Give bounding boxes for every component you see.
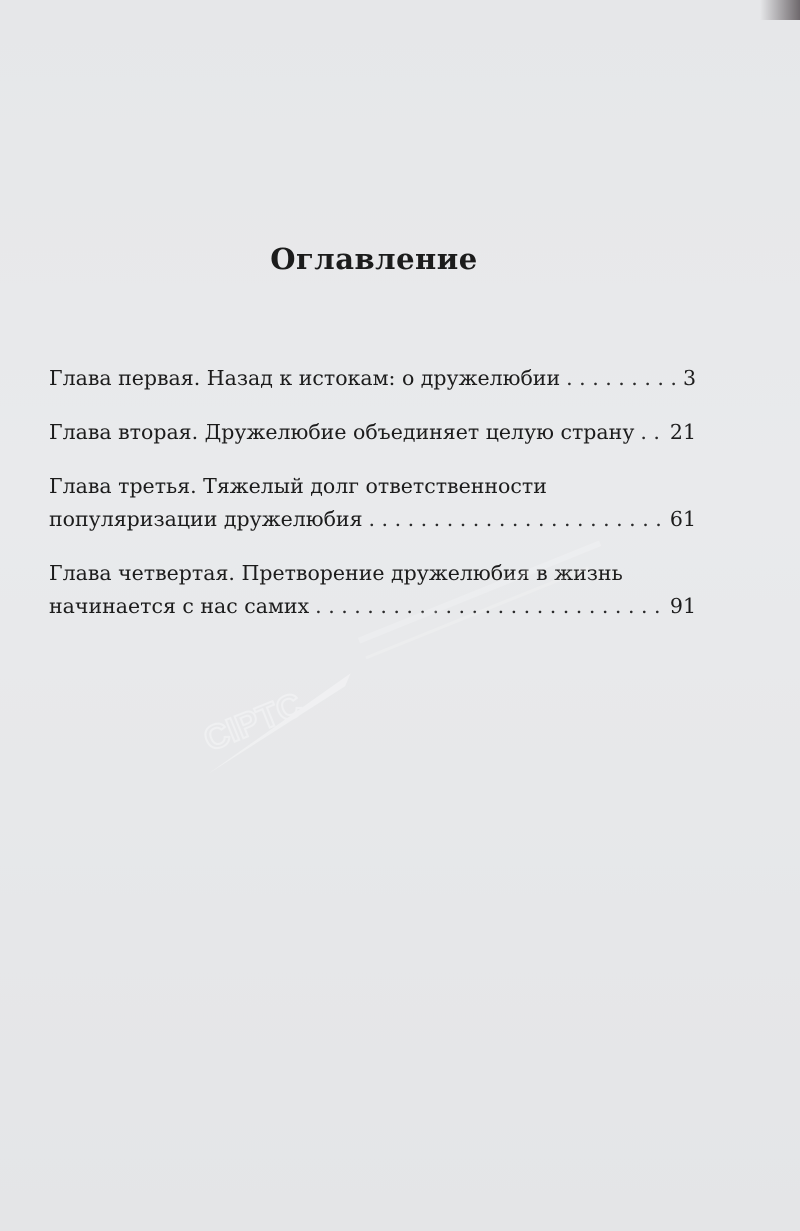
toc-entry-text: Глава вторая. Дружелюбие объединяет целую страну	[49, 420, 635, 444]
watermark-logo-text: CIPTC	[198, 685, 308, 760]
toc-entry-1[interactable]	[49, 362, 696, 395]
toc-page-number: 21	[669, 420, 696, 444]
toc-page-number: 91	[669, 594, 696, 618]
toc-title: Оглавление	[270, 242, 478, 276]
toc-entry-text: Глава первая. Назад к истокам: о дружелюбии	[49, 366, 561, 390]
page-corner-shadow	[760, 0, 800, 20]
toc-entry-2[interactable]	[49, 416, 696, 449]
toc-entry-text-continued: популяризации дружелюбия	[49, 507, 363, 531]
toc-entry-text: Глава третья. Тяжелый долг ответственности	[49, 474, 547, 498]
toc-entry-last-line	[49, 416, 696, 449]
toc-page-number: 3	[682, 366, 696, 390]
dot-leader	[640, 416, 664, 449]
dot-leader	[566, 362, 677, 395]
toc-page-number: 61	[669, 507, 696, 531]
toc-entry-text-continued: начинается с нас самих	[49, 594, 310, 618]
toc-entry-last-line	[49, 362, 696, 395]
toc-entry-text: Глава четвертая. Претворение дружелюбия в жизнь	[49, 561, 623, 585]
